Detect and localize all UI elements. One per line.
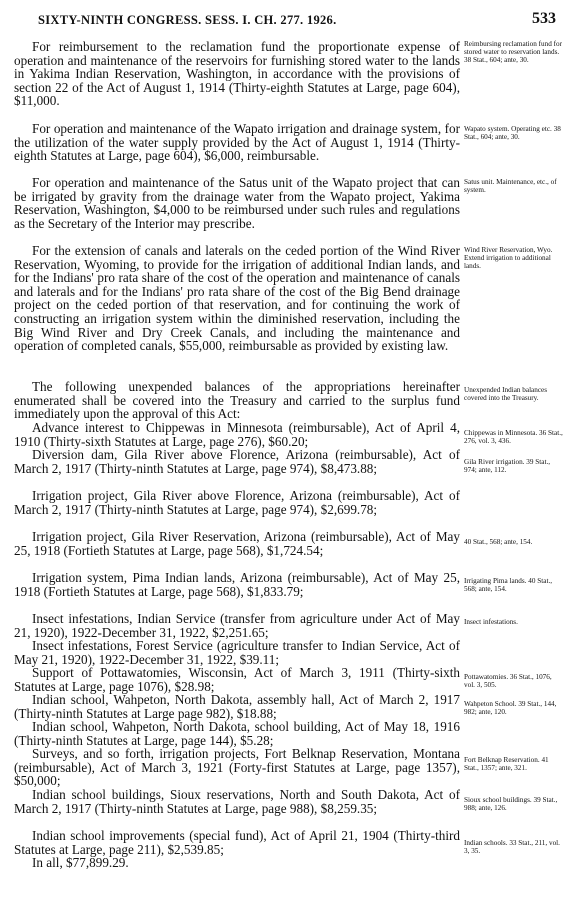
page-number: 533 [532, 10, 556, 27]
paragraph: For operation and maintenance of the Wapato irrigation and drainage system, for the utilization of the water supply provided by the Act of August 1, 1914 (Thirty-eighth Statutes at Large, page 604), $6,000, reimbursable. [14, 121, 460, 164]
margin-note: Satus unit. Maintenance, etc., of system. [464, 178, 557, 194]
paragraph: Indian school buildings, Sioux reservations, North and South Dakota, Act of March 2, 1917 (Thirty-ninth Statutes at Large, page 988), $8,259.35; [14, 787, 460, 816]
paragraph: For reimbursement to the reclamation fund the proportionate expense of operation and maintenance of the reservoirs for furnishing stored water to the lands in Yakima Indian Reservation, Washington, in accordance with the provisions of section 22 of the Act of August 1, 1914 (Thirty-eighth Statutes at Large, page 604), $11,000. [14, 39, 460, 109]
margin-note: Sioux school buildings. 39 Stat., 988; ante, 126. [464, 796, 558, 812]
paragraph: The following unexpended balances of the appropriations hereinafter enumerated shall be covered into the Treasury and carried to the surplus fund immediately upon the approval of this Act: [14, 379, 460, 422]
paragraph: For the extension of canals and laterals on the ceded portion of the Wind River Reservation, Wyoming, to provide for the irrigation of additional Indian lands, and for the Indians' pro rata share of the cost of the operation and maintenance of canals and laterals and for the Indians' pro rata share of the cost of the Big Bend drainage project on the ceded portion of that reservation, and for continuing the work of constructing an irrigation system within the diminished reservation, including the Big Wind River and Dry Creek Canals, and including the maintenance and operation of completed canals, $55,000, reimbursable as provided by existing law. [14, 243, 460, 354]
paragraph: Insect infestations, Forest Service (agriculture transfer to Indian Service, Act of May 21, 1920), 1922-December 31, 1922, $39.11; [14, 638, 460, 667]
running-head: SIXTY-NINTH CONGRESS. SESS. I. CH. 277. 1926. [38, 13, 337, 27]
main-text [14, 40, 460, 870]
margin-note: Wahpeton School. 39 Stat., 144, 982; ante, 120. [464, 700, 557, 716]
paragraph: Irrigation project, Gila River Reservation, Arizona (reimbursable), Act of May 25, 1918 (Fortieth Statutes at Large, page 568), $1,724.54; [14, 529, 460, 558]
paragraph: Indian school improvements (special fund), Act of April 21, 1904 (Thirty-third Statutes at Large, page 211), $2,539.85; [14, 828, 460, 857]
margin-note: Unexpended Indian balances covered into the Treasury. [464, 386, 548, 402]
paragraph: Indian school, Wahpeton, North Dakota, assembly hall, Act of March 2, 1917 (Thirty-ninth Statutes at Large page 982), $18.88; [14, 692, 460, 721]
paragraph: Diversion dam, Gila River above Florence, Arizona (reimbursable), Act of March 2, 1917 (Thirty-ninth Statutes at Large, page 974), $8,473.88; [14, 447, 460, 476]
paragraph: Irrigation project, Gila River above Florence, Arizona (reimbursable), Act of March 2, 1917 (Thirty-ninth Statutes at Large, page 974), $2,699.78; [14, 488, 460, 517]
margin-note: Reimbursing reclamation fund for stored water to reservation lands. 38 Stat., 604; ante, 30. [464, 40, 563, 64]
margin-note: Wapato system. Operating etc. 38 Stat., 604; ante, 30. [464, 125, 561, 141]
margin-note: Indian schools. 33 Stat., 211, vol. 3, 35. [464, 839, 560, 855]
paragraph: For operation and maintenance of the Satus unit of the Wapato project that can be irrigated by gravity from the drainage water from the Wapato project, Yakima Reservation, Washington, $4,000 to be reimbursed under such rules and regulations as the Secretary of the Interior may prescribe. [14, 175, 460, 231]
margin-note: Wind River Reservation, Wyo. Extend irrigation to additional lands. [464, 246, 553, 270]
margin-note: 40 Stat., 568; ante, 154. [464, 538, 533, 546]
margin-note: Fort Belknap Reservation. 41 Stat., 1357; ante, 321. [464, 756, 549, 772]
paragraph: Indian school, Wahpeton, North Dakota, school building, Act of May 18, 1916 (Thirty-ninth Statutes at Large, page 144), $5.28; [14, 719, 460, 748]
margin-note: Gila River irrigation. 39 Stat., 974; ante, 112. [464, 458, 551, 474]
margin-note: Irrigating Pima lands. 40 Stat., 568; ante, 154. [464, 577, 553, 593]
margin-note: Chippewas in Minnesota. 36 Stat., 276, vol. 3, 436. [464, 429, 563, 445]
paragraph: Support of Pottawatomies, Wisconsin, Act of March 3, 1911 (Thirty-sixth Statutes at Large, page 1076), $28.98; [14, 665, 460, 694]
margin-note: Pottawatomies. 36 Stat., 1076, vol. 3, 505. [464, 673, 552, 689]
paragraph: In all, $77,899.29. [32, 855, 129, 870]
page-header [0, 10, 570, 32]
paragraph: Irrigation system, Pima Indian lands, Arizona (reimbursable), Act of May 25, 1918 (Fortieth Statutes at Large, page 568), $1,833.79; [14, 570, 460, 599]
paragraph: Insect infestations, Indian Service (transfer from agriculture under Act of May 21, 1920), 1922-December 31, 1922, $2,251.65; [14, 611, 460, 640]
paragraph: Surveys, and so forth, irrigation projects, Fort Belknap Reservation, Montana (reimbursable), Act of March 3, 1921 (Forty-first Statutes at Large, page 1357), $50,000; [14, 746, 460, 789]
paragraph: Advance interest to Chippewas in Minnesota (reimbursable), Act of April 4, 1910 (Thirty-sixth Statutes at Large, page 276), $60.20; [14, 420, 460, 449]
margin-note: Insect infestations. [464, 618, 518, 626]
